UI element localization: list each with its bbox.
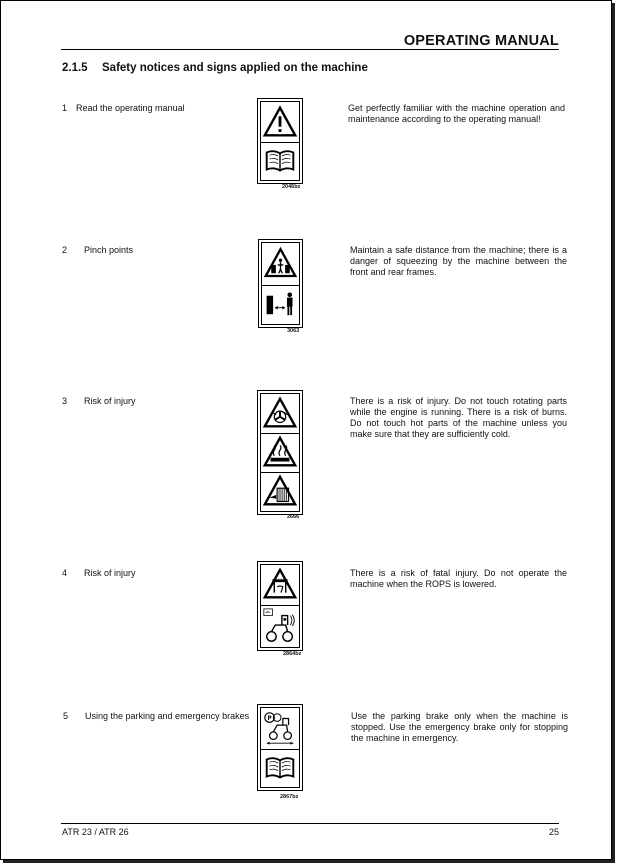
sign-code: 2666 xyxy=(287,514,300,520)
svg-text:P: P xyxy=(267,715,272,722)
sign-code: 2046bz xyxy=(282,184,301,190)
item-description: There is a risk of injury. Do not touch rotating parts while the engine is running. There is a risk of burns. Do not touch hot parts of the machine unless you make sure that they are sufficiently cold. xyxy=(350,396,567,439)
crush-hazard-icon xyxy=(262,243,299,286)
header-rule xyxy=(61,49,559,50)
item-label: Risk of injury xyxy=(84,396,136,406)
rollover-hazard-icon xyxy=(261,565,299,606)
open-book-icon xyxy=(261,142,299,180)
manual-title: OPERATING MANUAL xyxy=(403,33,559,49)
hot-surface-hazard-icon xyxy=(261,433,299,473)
item-number: 5 xyxy=(63,711,69,721)
safety-sign xyxy=(257,704,303,791)
safety-sign xyxy=(257,390,303,515)
item-label: Pinch points xyxy=(84,245,134,255)
section-number: 2.1.5 xyxy=(62,62,88,74)
keep-distance-icon xyxy=(262,285,299,324)
item-number: 1 xyxy=(62,103,68,113)
section-title: Safety notices and signs applied on the machine xyxy=(102,62,368,74)
footer-model: ATR 23 / ATR 26 xyxy=(62,827,129,837)
item-number: 3 xyxy=(62,396,68,406)
item-description: Maintain a safe distance from the machine; there is a danger of squeezing by the machine between the front and rear frames. xyxy=(350,245,567,277)
item-description: Get perfectly familiar with the machine operation and maintenance according to the operating manual! xyxy=(348,103,565,124)
item-description: There is a risk of fatal injury. Do not operate the machine when the ROPS is lowered. xyxy=(350,568,567,589)
sign-code: 2867bz xyxy=(280,794,299,800)
item-number: 2 xyxy=(62,245,68,255)
parking-brake-roller-icon xyxy=(261,708,299,750)
item-description: Use the parking brake only when the machine is stopped. Use the emergency brake only for stopping the machine in emergency. xyxy=(351,711,568,743)
safety-sign xyxy=(257,561,303,651)
section-heading xyxy=(62,62,368,74)
rotating-fan-hazard-icon xyxy=(261,394,299,434)
open-book-icon xyxy=(261,749,299,787)
hand-entanglement-hazard-icon xyxy=(261,472,299,511)
sign-code: 3063 xyxy=(287,328,300,334)
warning-exclamation-icon xyxy=(261,102,299,143)
item-label: Read the operating manual xyxy=(76,103,185,113)
page-number: 25 xyxy=(548,827,559,837)
sign-code: 2864bz xyxy=(283,651,302,657)
item-label: Using the parking and emergency brakes xyxy=(85,711,250,721)
safety-sign xyxy=(258,239,303,328)
item-label: Risk of injury xyxy=(84,568,136,578)
footer-rule xyxy=(61,823,559,824)
item-number: 4 xyxy=(62,568,68,578)
rops-roller-icon xyxy=(261,605,299,647)
safety-sign xyxy=(257,98,303,184)
